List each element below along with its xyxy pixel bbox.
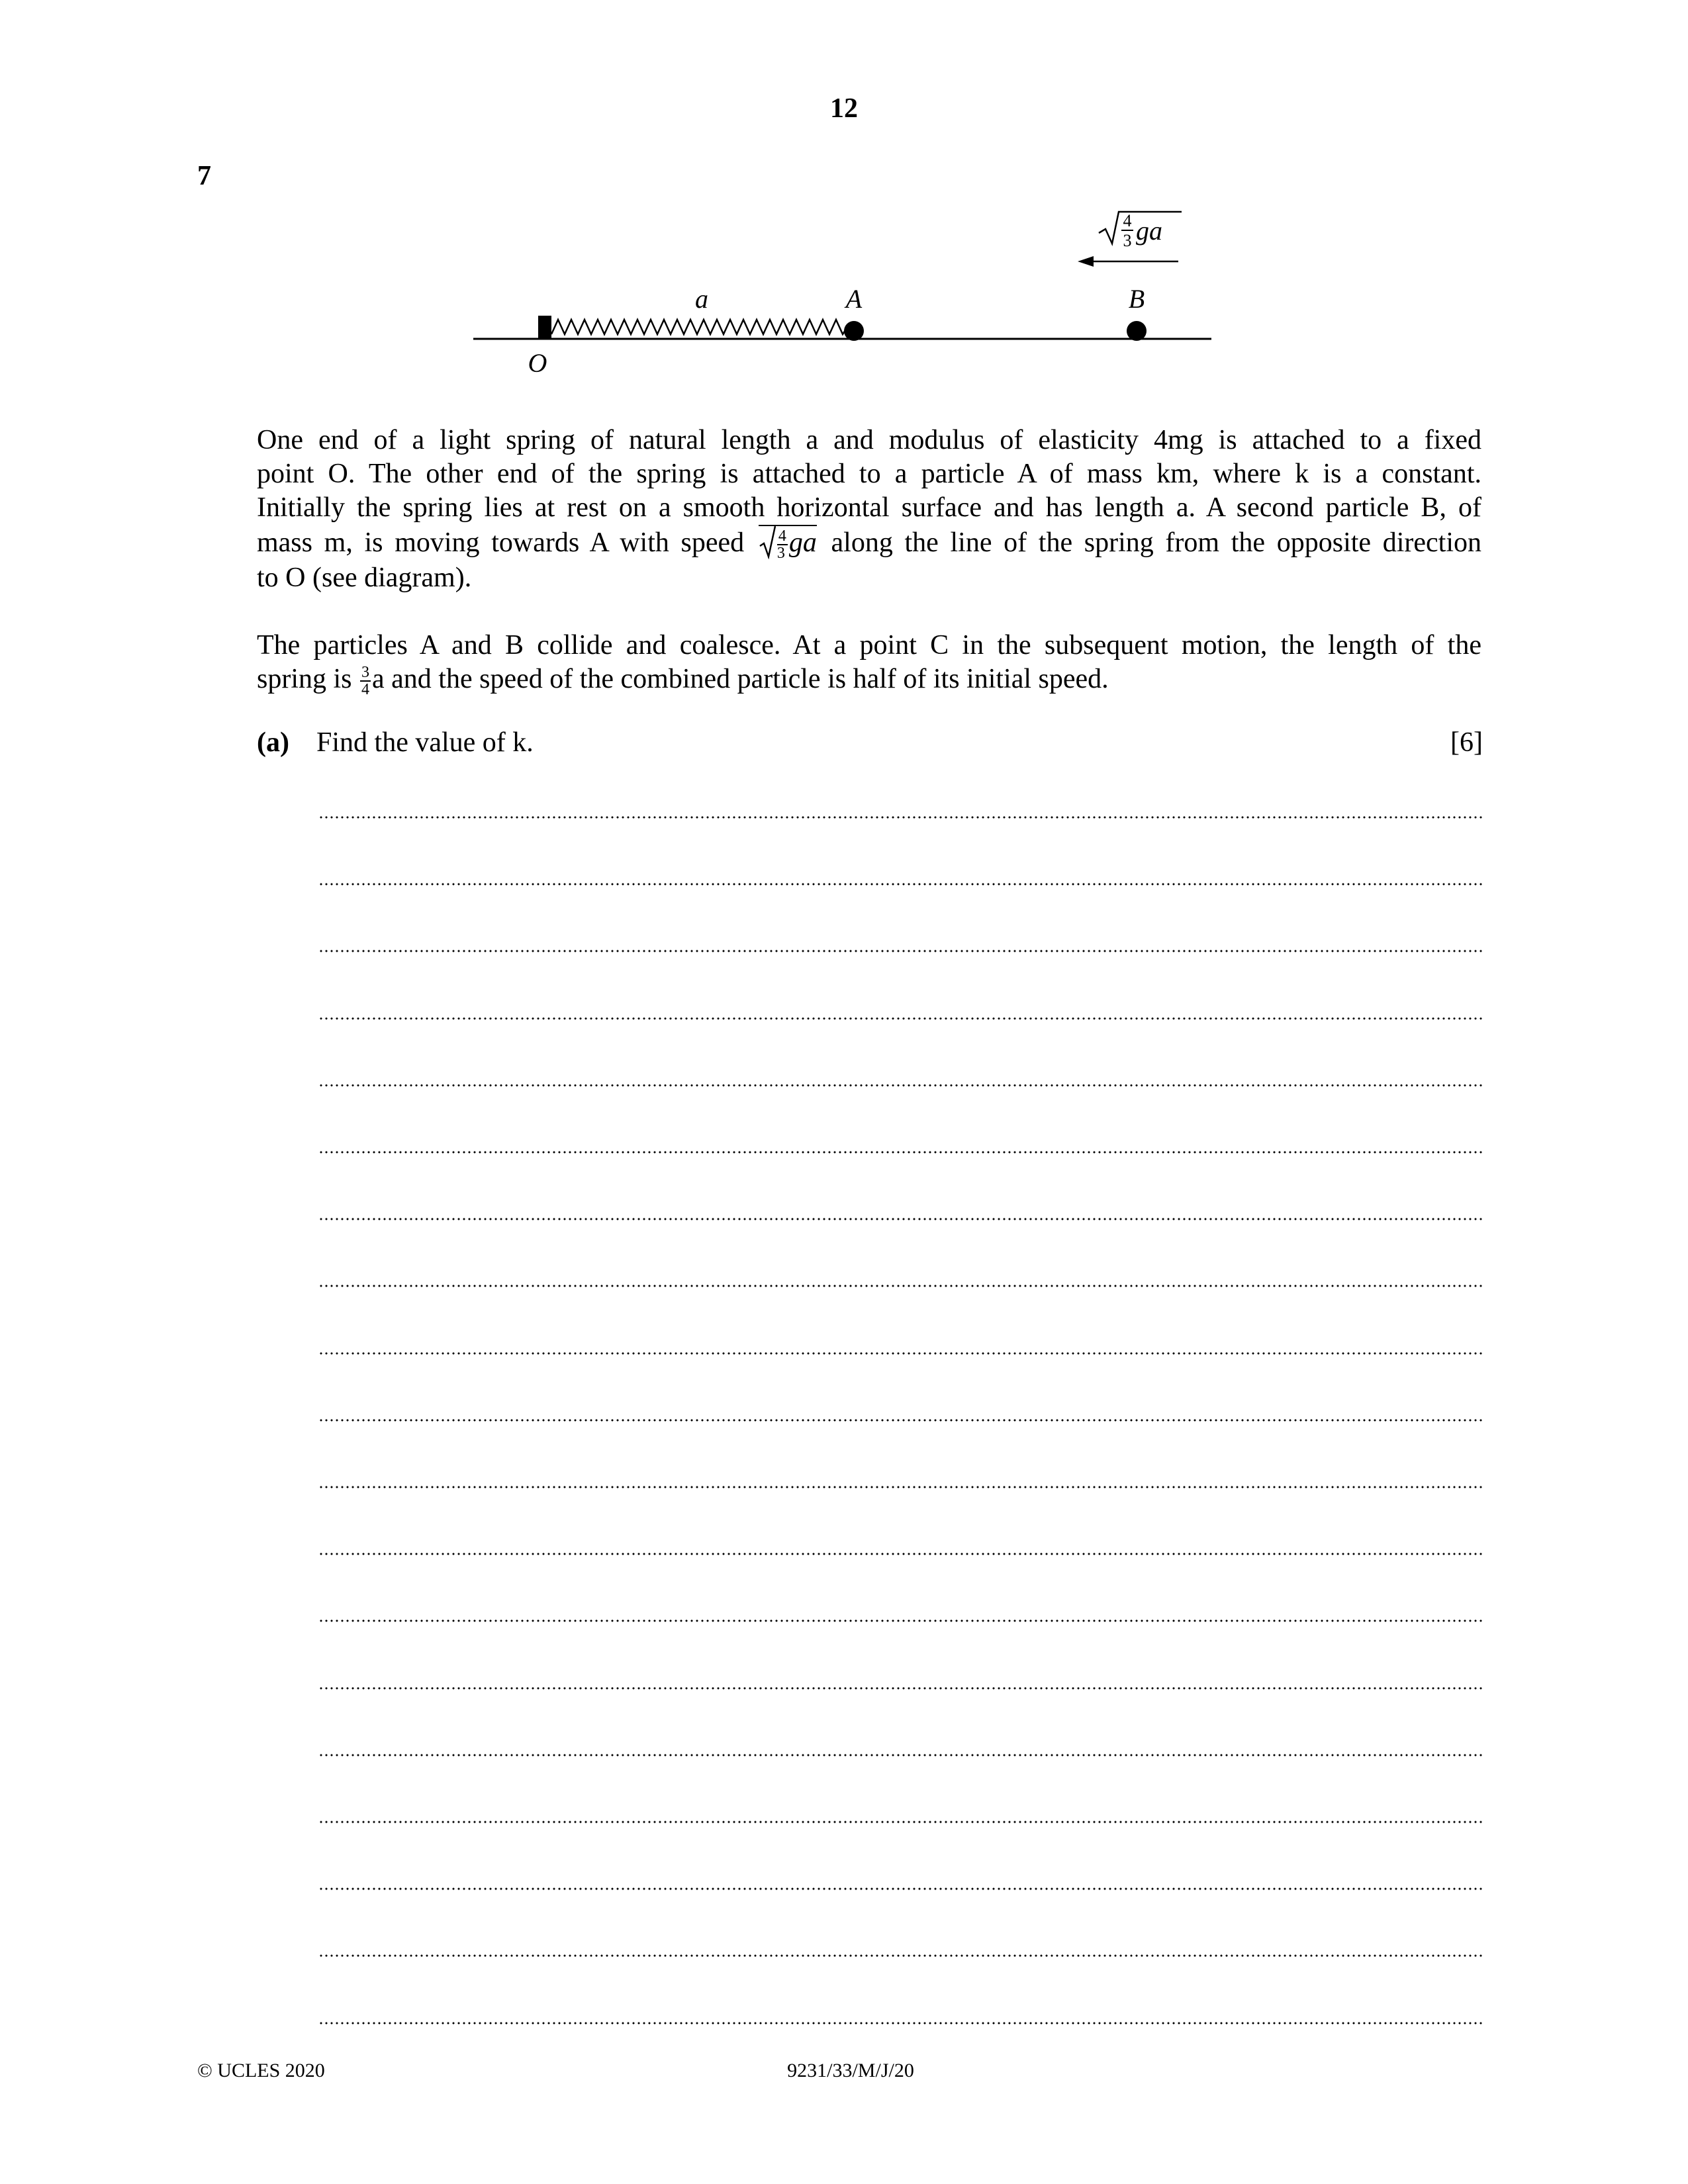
particle-b [1127,321,1147,341]
stem2-line-2 [257,662,1481,698]
stem-line-5: to O (see diagram). [257,563,472,594]
paper-code: 9231/33/M/J/20 [787,2060,914,2081]
question-stem [257,424,1481,595]
answer-line[interactable] [318,1486,1485,1488]
speed-sqrt [759,525,817,561]
stem-line-2: point O. The other end of the spring is attached to a particle A of mass km, where k is a constant. [257,459,1481,489]
particle-a-label: A [845,284,863,314]
answer-line[interactable] [318,1352,1485,1355]
answer-line[interactable] [318,1151,1485,1154]
answer-line[interactable] [318,1888,1485,1890]
stem2-frac-num: 3 [361,664,370,682]
speed-label [1099,211,1182,250]
speed-ga: ga [1136,216,1162,246]
answer-line[interactable] [318,816,1485,819]
stem-line-1: One end of a light spring of natural length a and modulus of elasticity 4mg is attached to a fixed [257,425,1481,455]
part-a-text: Find the value of k. [316,727,534,758]
stem-frac-num: 4 [778,527,786,545]
answer-line[interactable] [318,1954,1485,1957]
question-number: 7 [197,161,211,191]
part-a-marks: [6] [1450,727,1483,758]
stem-line-4 [257,525,1481,561]
answer-line[interactable] [318,950,1485,952]
spring-label: a [695,284,708,314]
answer-line[interactable] [318,1687,1485,1690]
answer-line[interactable] [318,1218,1485,1220]
answer-line[interactable] [318,1285,1485,1287]
answer-line[interactable] [318,1553,1485,1555]
stem-line-4-after: along the line of the spring from the opposite direction [831,527,1481,558]
stem-line-3: Initially the spring lies at rest on a smooth horizontal surface and has length a. A second particle B, of [257,492,1481,523]
answer-line[interactable] [318,1084,1485,1087]
answer-line[interactable] [318,2022,1485,2025]
stem-line-4-before: mass m, is moving towards A with speed [257,527,745,558]
stem-frac-den: 3 [776,545,785,563]
answer-line[interactable] [318,1821,1485,1823]
answer-line[interactable] [318,883,1485,886]
fixed-block [538,316,551,339]
answer-line[interactable] [318,1419,1485,1422]
velocity-arrow [1078,256,1178,267]
question-stem-2 [257,629,1481,698]
particle-a [844,321,864,341]
speed-frac-den: 3 [1123,231,1132,250]
page-number: 12 [830,93,858,124]
particle-b-label: B [1128,284,1145,314]
copyright: © UCLES 2020 [197,2060,325,2081]
answer-line[interactable] [318,1619,1485,1622]
spring-diagram [463,192,1225,390]
stem-frac-after: ga [788,527,817,558]
spring [551,320,849,334]
stem2-frac-den: 4 [361,681,370,699]
fixed-point-label: O [528,348,547,378]
answer-line[interactable] [318,1017,1485,1020]
stem2-line-2-after: a and the speed of the combined particle is half of its initial speed. [372,664,1109,694]
speed-frac-num: 4 [1123,211,1132,230]
stem2-line-1: The particles A and B collide and coalesce. At a point C in the subsequent motion, the length of the [257,630,1481,660]
part-a-label: (a) [257,727,289,758]
answer-line[interactable] [318,1754,1485,1756]
stem2-line-2-before: spring is [257,664,352,694]
